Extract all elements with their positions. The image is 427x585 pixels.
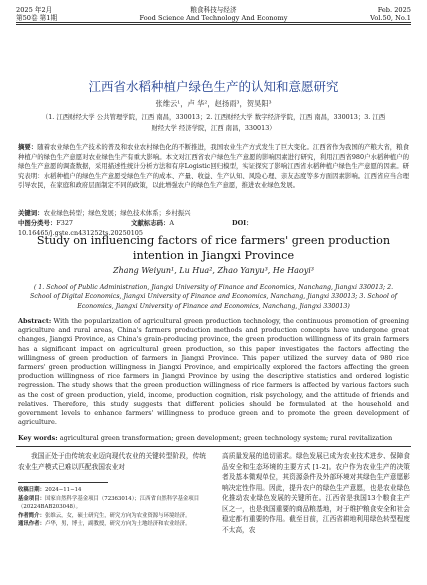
- keywords-en: [18, 434, 409, 443]
- keywords-text-en: agricultural green transformation; green development; green technology system; rural revitalization: [59, 434, 393, 442]
- footnote-received: 收稿日期：2024−11−14: [18, 487, 82, 493]
- paper-title-zh: 江西省水稻种植户绿色生产的认知和意愿研究: [88, 79, 339, 94]
- footnote-rule: [18, 482, 108, 483]
- abstract-text-en: With the popularization of agricultural green production technology, the continuous promotion of greening agriculture and rural areas, China's farmers production methods and production concepts have undergone great changes, Jiangxi Province, as China's grain-producing province, the green production willingness of its grain farmers has a significant impact on agricultural green production, so this paper investigates the factors affecting the willingness of green production of farmers in Jiangxi Province. This paper utilized the survey data of 980 rice farmers' green production willingness in Jiangxi Province, and empirically explored the factors affecting the green production willingness of rice farmers in Jiangxi Province by using the descriptive statistics and ordered logistic regression. The study shows that the green production willingness of rice farmers is affected by various factors such as the cost of green production, yield, income, production cognition, risk psychology, and the attitude of friends and relatives. Therefore, this study suggests that different policies should be formulated at the household and government levels to enhance farmers' willingness to produce green and to promote the green development of agriculture.: [18, 317, 409, 427]
- header-volume-en: Vol.50, No.1: [370, 14, 411, 22]
- header-rule-secondary: [16, 24, 411, 25]
- journal-name-en: Food Science And Technology And Economy: [139, 14, 288, 22]
- clc-number: 中图分类号：F327: [18, 219, 73, 227]
- author-list-en: Zhang Weiyun¹, Lu Hua², Zhao Yanyu³, He Haoyi³: [113, 266, 314, 275]
- running-header: [16, 6, 411, 28]
- header-date: 2025 年2月: [16, 6, 53, 14]
- body-paragraph-continued: 高质量发展的追切需求。绿色发展已成为农业技术进步、保障食品安全和生态环境的主要方式 [1-2]。农户作为农业生产的决策者及基本微观单位，其资源条件及外部环境对其绿色生产意愿影响决定性作用。因此，提升农户的绿色生产意愿，也是农业绿色化推动农业绿色发展的关键所在。江西省是我国13个粮食主产区之一，也是我国重要的商品粮基地，对于维护粮食安全和社会稳定都有重要的作用。截至目前，江西省耕地利用绿色转型程度不太高，农: [222, 452, 410, 534]
- author-list-zh: 张维云¹，卢 华²，赵扬雨³，贺昊阳³: [155, 99, 272, 108]
- footnotes: [18, 486, 206, 529]
- abstract-en: [18, 317, 409, 427]
- journal-name-zh: 粮食科技与经济: [190, 6, 237, 14]
- footnote-funding: 基金项目：国家自然科学基金项目（72363014）；江西省自然科学基金项目（20224BAB203048）。: [18, 495, 200, 511]
- body-column-right: [222, 451, 410, 535]
- body-column-left: [18, 451, 206, 529]
- footnote-corresponding-author: 通讯作者：卢华，男，博士，副教授，研究方向为土地经济和农业经济。: [18, 521, 191, 528]
- document-code: 文献标志码：A: [131, 219, 174, 227]
- keywords-text-zh: 农业绿色转型；绿色发展；绿色技术体系；乡村振兴: [43, 209, 191, 217]
- keywords-label-en: Key words:: [18, 434, 58, 442]
- abstract-zh: [18, 143, 409, 191]
- keywords-label-zh: 关键词：: [18, 209, 44, 217]
- abstract-text-zh: 随着农业绿色生产技术的普及和农业农村绿色化的不断推进，我国农业生产方式发生了巨大变化。江西省作为我国的产粮大省，粮食种植户的绿色生产意愿对农业绿色生产有重大影响。本文对江西省农户绿色生产意愿的影响因素进行研究，利用江西省980户水稻种植户的绿色生产意愿的调查数据，采用描述性统计分析方法和有序Logistic回归模型，实证探究了影响江西省水稻种植户绿色生产意愿的因素。研究表明：水稻种植户的绿色生产意愿受绿色生产的成本、产量、收益、生产认知、风险心理、亲友态度等多方面因素影响。江西省应当合理引导农民，在家庭和政府层面制定不同的政策，以此增强农户的绿色生产意愿，推进农业绿色发展。: [18, 143, 410, 189]
- paper-title-en: Study on influencing factors of rice farmers' green production intention in Jiangxi Province: [36, 234, 391, 262]
- body-paragraph: 我国正处于由传统农业迈向现代农业的关键转型阶段，传统农业生产模式已难以匹配我国农业对: [18, 452, 206, 471]
- header-center: [16, 6, 411, 22]
- header-right: [370, 6, 411, 22]
- abstract-label-en: Abstract:: [18, 317, 52, 325]
- footnote-author-bio: 作者简介：张维云，女，硕士研究生，研究方向为农业资源与环境经济。: [18, 512, 191, 519]
- doi[interactable]: DOI：10.16465/j.gste.cn431252ts.20250105: [18, 219, 253, 237]
- section-divider: [16, 446, 411, 447]
- affiliation-zh: （1. 江西财经大学 公共管理学院，江西 南昌，330013；2. 江西财经大学 数字经济学院，江西 南昌，330013；3. 江西财经大学 经济学院，江西 南昌，330013）: [41, 113, 386, 132]
- header-date-en: Feb. 2025: [377, 6, 411, 14]
- affiliation-en: ( 1. School of Public Administration, Jiangxi University of Finance and Economics, Nanchang, Jiangxi 330013; 2. School of Digital Economics, Jiangxi University of Finance and Economics, Nanchang, Jiangxi 330013; 3. School of Economics, Jiangxi University of Finance and Economics, Nanchang, Jiangxi 330013): [30, 284, 397, 310]
- abstract-label-zh: 摘要：: [18, 143, 38, 151]
- keywords-zh: [18, 209, 409, 219]
- header-volume: 第50卷 第1期: [16, 14, 58, 22]
